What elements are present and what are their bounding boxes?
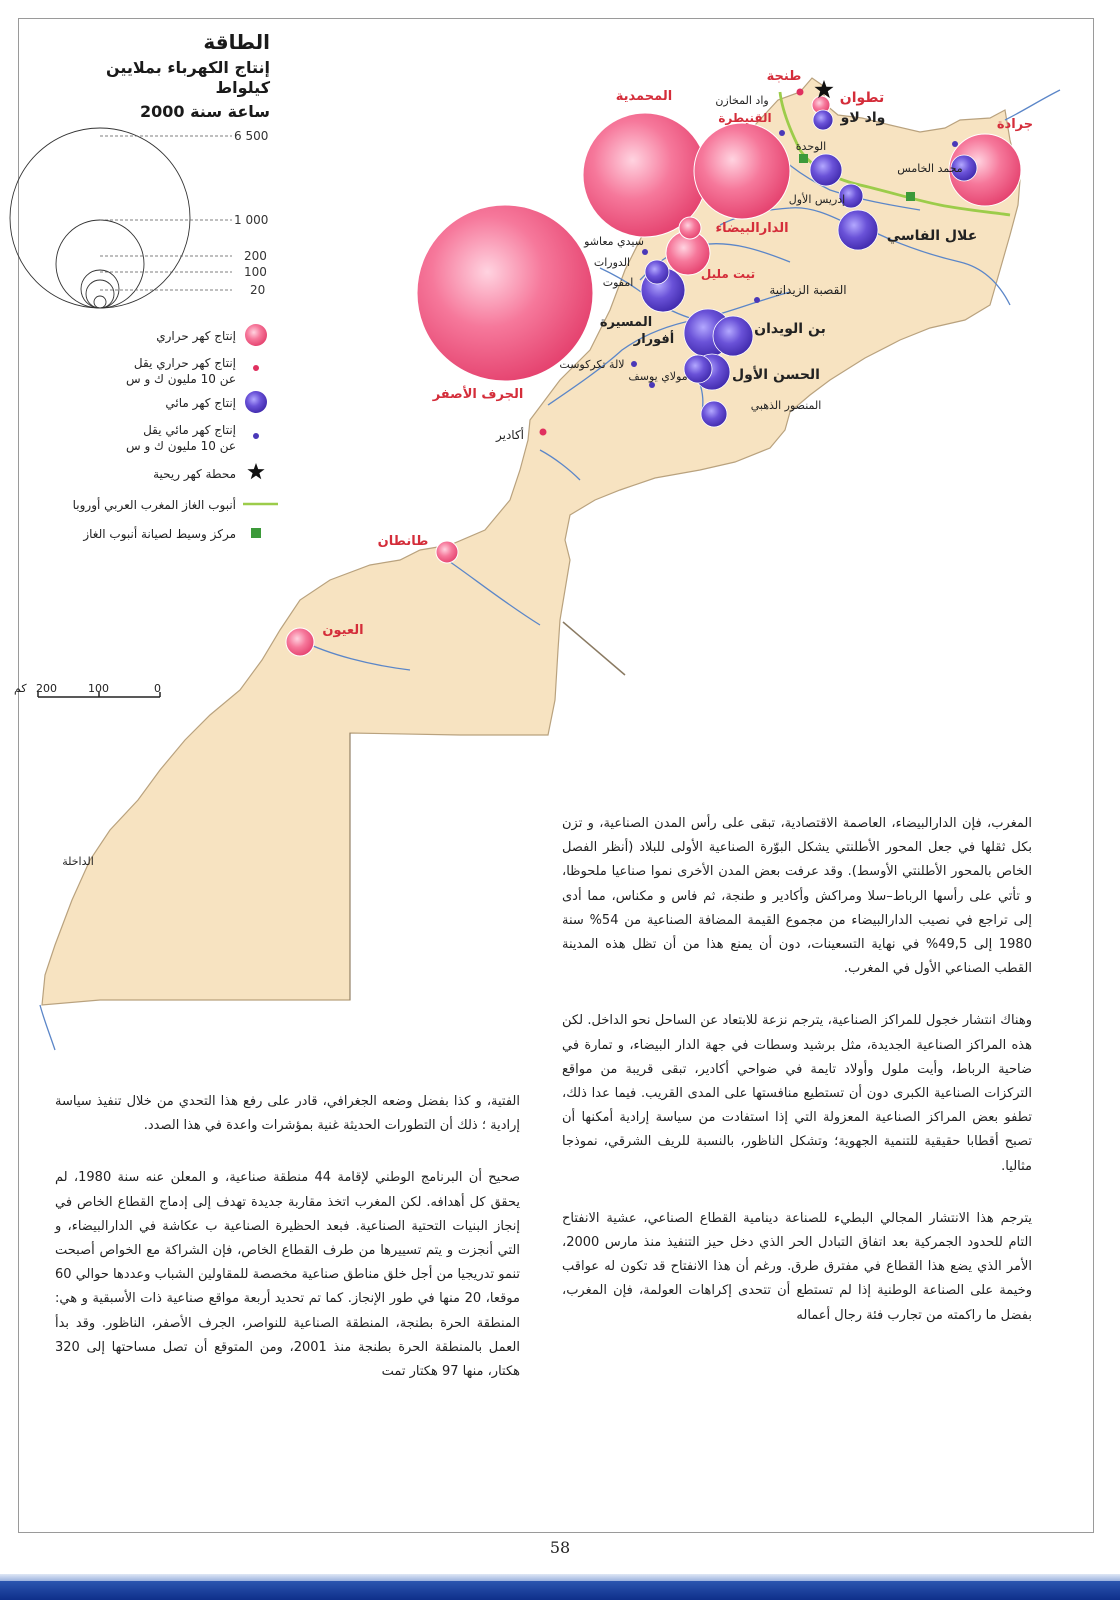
label-jerada: جرادة (996, 117, 1034, 132)
label-dakhla: الداخلة (62, 855, 94, 868)
scale-label-20: 20 (250, 283, 266, 297)
label-wad-makhazine: واد المخازن (715, 94, 769, 107)
label-agadir: أكادير (495, 428, 525, 442)
label-kenitra: القنيطرة (718, 111, 772, 125)
map-title: الطاقة (203, 30, 270, 54)
label-tetouan: تطوان (839, 90, 885, 106)
legend-hydro: إنتاج كهر مائي (165, 396, 236, 410)
legend-wind-icon (247, 463, 264, 479)
legend-thermal-small-icon (253, 365, 259, 371)
pipeline-station-icon (906, 192, 915, 201)
label-idriss: إدريس الأول (788, 193, 846, 206)
scale-bar-100: 100 (88, 682, 109, 695)
map-subtitle-2: ساعة سنة 2000 (139, 102, 270, 121)
legend-pipeline: أنبوب الغاز المغرب العربي أوروبا (72, 498, 236, 512)
map-subtitle-1: إنتاج الكهرباء بملايين كيلواط (105, 58, 270, 97)
label-tanger: طنجة (766, 69, 802, 84)
legend-thermal-small: إنتاج كهر حراري يقل عن 10 مليون ك و س (125, 356, 236, 386)
label-mohammedia: المحمدية (615, 89, 673, 104)
thermal-kenitra-icon (694, 123, 790, 219)
label-allal: علال الفاسي (886, 228, 978, 244)
text-column-left (55, 1090, 520, 1412)
label-tit-mellil: تيت مليل (700, 267, 756, 281)
label-hassan1: الحسن الأول (732, 367, 820, 383)
page-number: 58 (549, 1538, 571, 1557)
label-moulay-youssef: مولاي يوسف (628, 370, 688, 383)
legend-station-icon (251, 528, 261, 538)
legend-station: مركز وسيط لصيانة أنبوب الغاز (83, 527, 236, 541)
label-sidi-maachou: سيدي معاشو (584, 235, 644, 248)
legend-thermal-icon (245, 324, 267, 346)
label-kasba: القصبة الزيدانية (769, 283, 847, 297)
label-tantan: طانطان (377, 534, 429, 549)
label-massira: المسيرة (599, 315, 653, 330)
label-mansour: المنصور الذهبي (750, 399, 822, 412)
hydro-binouidane2-icon (713, 316, 753, 356)
paragraph: صحيح أن البرنامج الوطني لإقامة 44 منطقة صناعية، و المعلن عنه سنة 1980، لم يحقق كل أهدافه. لكن المغرب اتخذ مقاربة جديدة تهدف إلى إدماج القطاع الخاص في إنجاز البنيات التحتية الصناعية. فبعد الحظيرة الصناعية ب عكاشة في الدارالبيضاء، و التي أنجزت و يتم تسييرها من طرف القطاع الخاص، فإن الشراكة مع الخواص أصبحت تنمو تدريجيا من أجل خلق مناطق صناعية مخصصة للمقاولين الشباب وعددها حوالي 60 موقعا، 20 منها في طور الإنجاز. كما تم تحديد أربعة مواقع صناعية ذات الأسبقية و هي: المنطقة الحرة بطنجة، المنطقة الصناعية للنواصر، الجرف الأصفر، الناظور. وقد بدأ العمل بالمنطقة الحرة بطنجة منذ 2001، ومن المتوقع أن تصل مساحتها إلى 320 هكتار، منها 97 هكتار تمت (55, 1170, 520, 1380)
legend-wind: محطة كهر ريحية (153, 467, 236, 481)
bottom-band-light (0, 1574, 1120, 1581)
label-wad-lao: واد لاو (840, 110, 886, 126)
label-laayoune: العيون (322, 623, 364, 638)
label-daourat: الدورات (593, 256, 631, 269)
hydro-wahda-icon (810, 154, 842, 186)
thermal-titmellil-icon (679, 217, 701, 239)
thermal-jorf-icon (417, 205, 593, 381)
text-column-right (562, 812, 1032, 1356)
scale-bar-0: 0 (154, 682, 161, 695)
thermal-laayoune-icon (286, 628, 314, 656)
bottom-band (0, 1581, 1120, 1600)
label-casa: الدارالبيضاء (715, 221, 789, 236)
map-title-block (60, 30, 270, 122)
label-bin-ouidane: بن الويدان (754, 321, 826, 337)
scale-circles (10, 128, 190, 308)
scale-label-100: 100 (244, 265, 267, 279)
label-med5: محمد الخامس (897, 162, 963, 175)
paragraph: يترجم هذا الانتشار المجالي البطيء للصناعة دينامية القطاع الصناعي، عشية الانفتاح التام للحدود الجمركية بعد اتفاق التبادل الحر الذي دخل حيز التنفيذ منذ مارس 2000، الأمر الذي يضع هذا القطاع في مفترق طرق. ورغم أن هذا الانفتاح قد تكون له عواقب وخيمة على الصناعة الوطنية إذا لم تستطع أن تتحدى إكراهات العولمة، فإن المغرب، بفضل ما راكمته من تجارب فئة رجال أعماله (562, 1210, 1032, 1323)
border-east (563, 622, 625, 675)
hydro-allal-icon (838, 210, 878, 250)
label-afourar: أفورار (633, 332, 675, 347)
label-wahda: الوحدة (795, 140, 827, 153)
scale-label-1000: 1 000 (234, 213, 269, 227)
paragraph: المغرب، فإن الدارالبيضاء، العاصمة الاقتصادية، تبقى على رأس المدن الصناعية، و تزن بكل ثقلها في جعل المحور الأطلنتي يشكل البوّرة الصناعية الأولى للبلاد (أنظر الفصل الخاص بالمحور الأطلنتي الأوسط). وقد عرفت بعض المدن الأخرى نموا صناعيا ملحوظا، و تأتي على رأسها الرباط–سلا ومراكش وأكادير و طنجة، ثم فاس و مكناس، مما أدى إلى تراجع في نصيب الدارالبيضاء من مجموع القيمة المضافة الصناعية من 54% سنة 1980 إلى 49,5% في نهاية التسعينات، دون أن يمنع هذا من أن تظل هذه المدينة القطب الصناعي الأول في المغرب. (562, 816, 1032, 977)
thermal-tantan-icon (436, 541, 458, 563)
legend-hydro-small-icon (253, 433, 259, 439)
hydro-wadlao-icon (813, 110, 833, 130)
label-imfout: امفوت (602, 276, 634, 289)
legend-hydro-small: إنتاج كهر مائي يقل عن 10 مليون ك و س (125, 423, 236, 453)
label-lalla-takerkoust: لالة تكركوست (559, 358, 625, 371)
legend-hydro-icon (245, 391, 267, 413)
hydro-moulayyoussef-icon (684, 355, 712, 383)
hydro-daourat-icon (645, 260, 669, 284)
scale-leaders (100, 136, 232, 290)
paragraph: الفتية، و كذا بفضل وضعه الجغرافي، قادر على رفع هذا التحدي من خلال تنفيذ سياسة إرادية ؛ ذلك أن التطورات الحديثة غنية بمؤشرات واعدة في هذا الصدد. (55, 1094, 520, 1134)
scale-bar-200: 200 (36, 682, 57, 695)
scale-label-200: 200 (244, 249, 267, 263)
label-jorf: الجرف الأصفر (432, 387, 524, 402)
legend-thermal: إنتاج كهر حراري (156, 329, 236, 343)
hydro-mansour-icon (701, 401, 727, 427)
pipeline-station-icon (799, 154, 808, 163)
paragraph: وهناك انتشار خجول للمراكز الصناعية، يترجم نزعة للابتعاد عن الساحل نحو الداخل. لكن هذه المراكز الصناعية الجديدة، مثل برشيد وسطات في جهة الدار البيضاء، و تمارة في ضاحية الرباط، وأيت ملول وأولاد تايمة في ضواحي أكادير، تبقى قريبة من مواقع التركزات الصناعية الكبرى دون أن تستطيع منافستها على المدى القريب. فيما عدا ذلك، تطفو بعض المراكز الصناعية المعزولة التي إذا استفادت من سياسة إرادية أمكنها أن تصبح أقطابا حقيقية للتنمية الجهوية؛ وتشكل الناظور، بالنسبة للريف الشرقي، نموذجا مثاليا. (562, 1013, 1032, 1174)
scale-bar-unit: كم (14, 682, 27, 695)
scale-label-6500: 6 500 (234, 129, 269, 143)
